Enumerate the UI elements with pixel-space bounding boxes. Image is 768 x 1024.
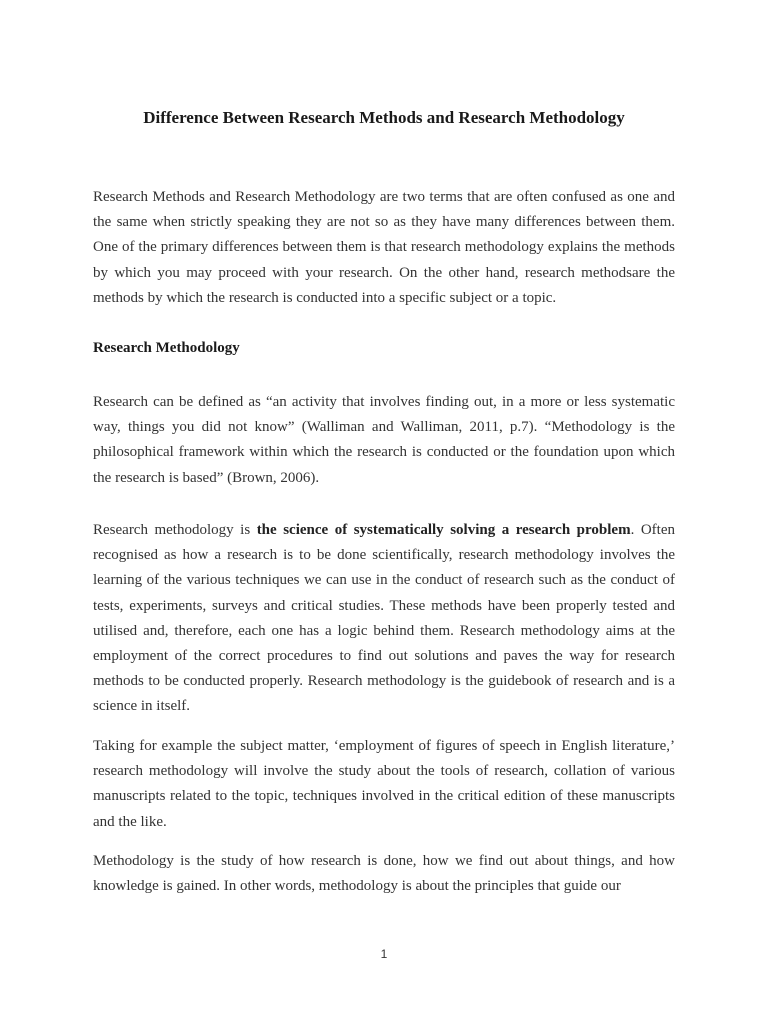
methodology-paragraph-emphasis: the science of systematically solving a research problem	[256, 522, 631, 538]
methodology-paragraph	[93, 518, 675, 720]
definition-paragraph: Research can be defined as “an activity that involves finding out, in a more or less systematic way, things you did not know” (Walliman and Walliman, 2011, p.7). “Methodology is the philosophical framework within which the research is conducted or the foundation upon which the research is based” (Brown, 2006).	[93, 394, 675, 486]
final-paragraph: Methodology is the study of how research is done, how we find out about things, and how knowledge is gained. In other words, methodology is about the principles that guide our	[93, 853, 675, 895]
page-number: 1	[380, 947, 388, 961]
document-title: Difference Between Research Methods and Research Methodology	[143, 108, 625, 127]
example-paragraph: Taking for example the subject matter, ‘employment of figures of speech in English literature,’ research methodology will involve the study about the tools of research, collation of various manuscripts related to the topic, techniques involved in the critical edition of these manuscripts and the like.	[93, 738, 675, 830]
intro-paragraph: Research Methods and Research Methodology are two terms that are often confused as one and the same when strictly speaking they are not so as they have many differences between them. One of the primary differences between them is that research methodology explains the methods by which you may proceed with your research. On the other hand, research methodsare the methods by which the research is conducted into a specific subject or a topic.	[93, 189, 675, 306]
section-heading-research-methodology: Research Methodology	[93, 340, 240, 356]
methodology-paragraph-lead: Research methodology is	[93, 522, 257, 538]
methodology-paragraph-rest: . Often recognised as how a research is to be done scientifically, research methodology involves the learning of the various techniques we can use in the conduct of research such as the conduct of tests, experiments, surveys and critical studies. These methods have been properly tested and utilised and, therefore, each one has a logic behind them. Research methodology aims at the employment of the correct procedures to find out solutions and paves the way for research methods to be conducted properly. Research methodology is the guidebook of research and is a science in itself.	[93, 522, 675, 715]
